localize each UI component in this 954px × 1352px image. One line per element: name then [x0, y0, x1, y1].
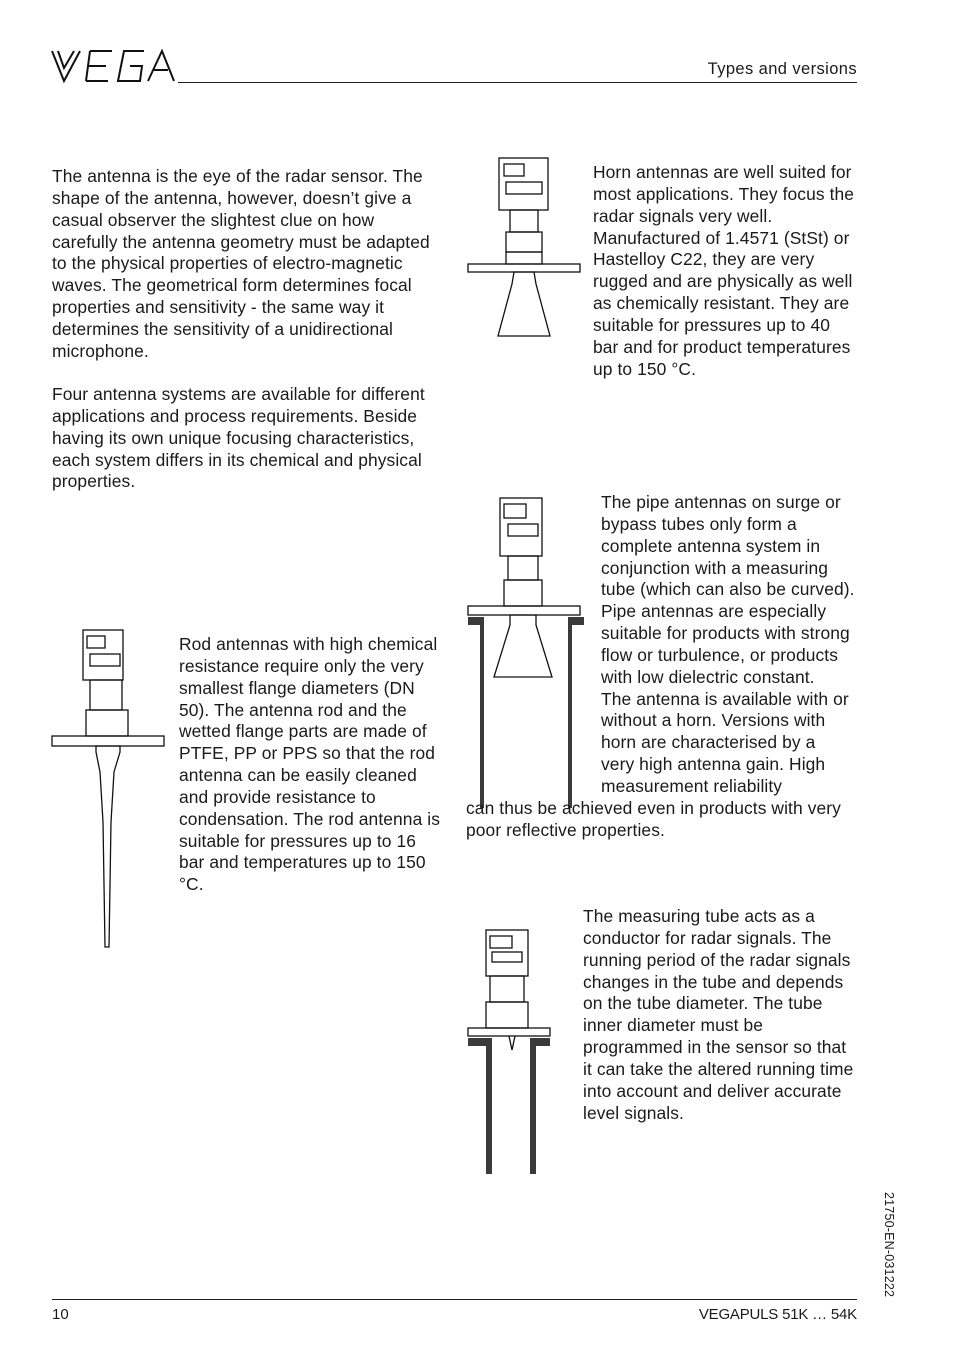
horn-text: Horn antennas are well suited for most applications. They focus the radar signals very well. Manufactured of 1.4571 (StSt) or Hastelloy C22, they are very rugged and are physically as well as chemically resistant. They are suitable for pressures up to 40 bar and for product temperatures up to 150 °C.	[593, 162, 855, 379]
pipe-text-block	[466, 492, 858, 842]
logo-text: VEGA	[50, 48, 53, 49]
rod-text: Rod antennas with high chemical resistance require only the very smallest flange diameters (DN 50). The antenna rod and the wetted flange parts are made of PTFE, PP or PPS so that the rod antenna can be easily cleaned and provide resistance to condensation. The rod antenna is suitable for pressures up to 16 bar and temperatures up to 150 °C.	[179, 634, 441, 895]
measuring-tube-sensor-icon	[466, 926, 586, 1176]
intro-paragraph-2: Four antenna systems are available for different applications and process requirements. Beside having its own unique focusing characteristics, each system differs in its chemical and physical properties.	[52, 384, 425, 492]
doc-code: 21750-EN-031222	[882, 1192, 896, 1298]
pipe-text-2: The antenna is available with or without a horn. Versions with horn are characterised by a very high antenna gain. High measurement reliability	[601, 688, 849, 796]
horn-antenna-sensor-icon	[466, 156, 582, 338]
doc-title: VEGAPULS 51K … 54K	[698, 1306, 857, 1323]
tube-text: The measuring tube acts as a conductor for radar signals. The running period of the radar signals changes in the tube and depends on the tube diameter. The tube inner diameter must be programmed in the sensor so that it can take the altered running time into account and deliver accurate level signals.	[583, 906, 854, 1123]
footer-rule	[52, 1299, 857, 1300]
page-number: 10	[52, 1306, 69, 1323]
intro-paragraph-1: The antenna is the eye of the radar sensor. The shape of the antenna, however, doesn’t give a casual observer the slightest clue on how carefully the antenna geometry must be adapted to the physical properties of electro-magnetic waves. The geometrical form determines focal properties and sensitivity - the same way it determines the sensitivity of a unidirectional microphone.	[52, 166, 430, 361]
section-title: Types and versions	[707, 60, 857, 78]
vega-logo	[50, 48, 176, 84]
pipe-text-3: can thus be achieved even in products with very poor reflective properties.	[466, 797, 841, 840]
rod-antenna-sensor-icon	[50, 628, 168, 950]
pipe-text-1: The pipe antennas on surge or bypass tubes only form a complete antenna system in conjunction with a measuring tube (which can also be curved). Pipe antennas are especially suitable for products with strong flow or turbulence, or products with low dielectric constant.	[601, 492, 855, 687]
header-rule	[178, 82, 857, 83]
